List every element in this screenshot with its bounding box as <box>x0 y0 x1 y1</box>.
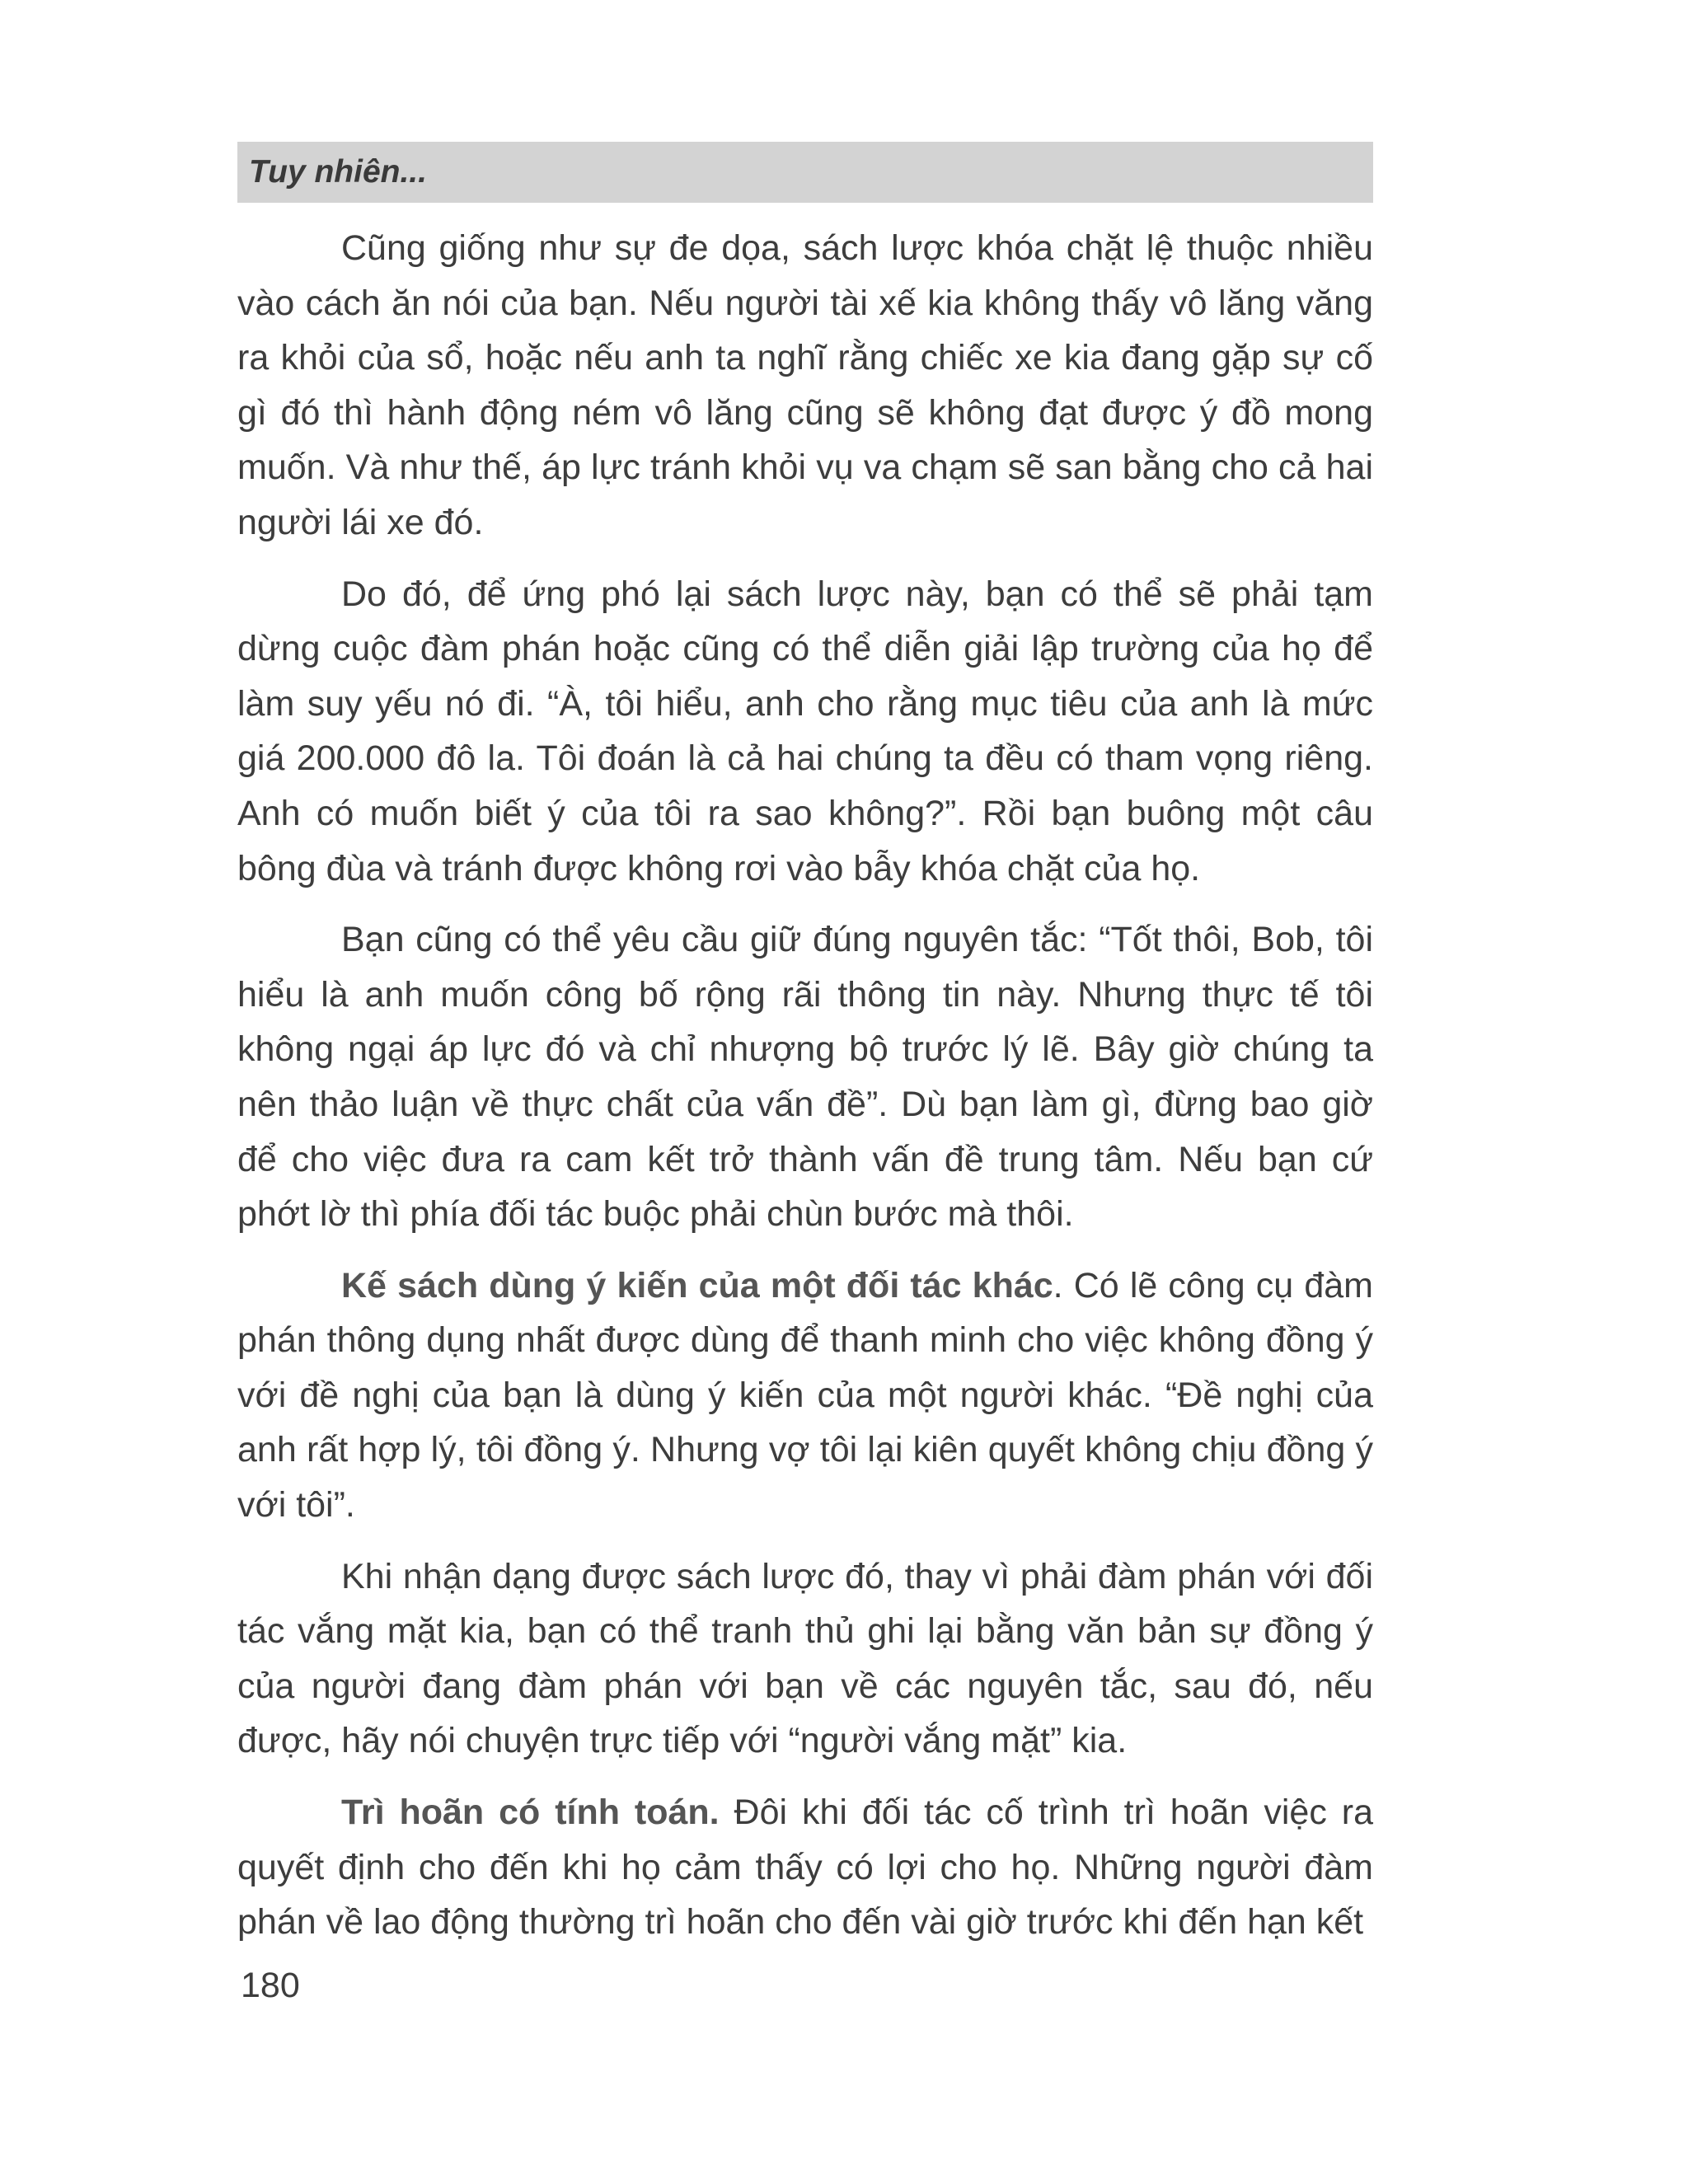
paragraph-text: Bạn cũng có thể yêu cầu giữ đúng nguyên tắc: “Tốt thôi, Bob, tôi hiểu là anh muốn công bố rộng rãi thông tin này. Nhưng thực tế tôi không ngại áp lực đó và chỉ nhượng bộ trước lý lẽ. Bây giờ chúng ta nên thảo luận về thực chất của vấn đề”. Dù bạn làm gì, đừng bao giờ để cho việc đưa ra cam kết trở thành vấn đề trung tâm. Nếu bạn cứ phớt lờ thì phía đối tác buộc phải chùn bước mà thôi. <box>237 920 1373 1235</box>
paragraph-text: Khi nhận dạng được sách lược đó, thay vì phải đàm phán với đối tác vắng mặt kia, bạn có thể tranh thủ ghi lại bằng văn bản sự đồng ý của người đang đàm phán với bạn về các nguyên tắc, sau đó, nếu được, hãy nói chuyện trực tiếp với “người vắng mặt” kia. <box>237 1556 1373 1761</box>
paragraph-text: Đôi khi đối tác cố trình trì hoãn việc ra quyết định cho đến khi họ cảm thấy có lợi cho họ. Những người đàm phán về lao động thường trì hoãn cho đến vài giờ trước khi đến hạn kết <box>237 1793 1373 1943</box>
paragraph-2 <box>237 567 1373 897</box>
section-header <box>237 142 1373 203</box>
paragraph-lead: Kế sách dùng ý kiến của một đối tác khác <box>341 1265 1053 1305</box>
section-title: Tuy nhiên... <box>249 154 427 190</box>
paragraph-text: . Có lẽ công cụ đàm phán thông dụng nhất được dùng để thanh minh cho việc không đồng ý với đề nghị của bạn là dùng ý kiến của một người khác. “Đề nghị của anh rất hợp lý, tôi đồng ý. Nhưng vợ tôi lại kiên quyết không chịu đồng ý với tôi”. <box>237 1265 1373 1526</box>
paragraph-5 <box>237 1549 1373 1769</box>
paragraph-6 <box>237 1785 1373 1950</box>
page-number: 180 <box>241 1966 300 2005</box>
paragraph-4 <box>237 1258 1373 1533</box>
paragraph-text: Do đó, để ứng phó lại sách lược này, bạn có thể sẽ phải tạm dừng cuộc đàm phán hoặc cũng có thể diễn giải lập trường của họ để làm suy yếu nó đi. “À, tôi hiểu, anh cho rằng mục tiêu của anh là mức giá 200.000 đô la. Tôi đoán là cả hai chúng ta đều có tham vọng riêng. Anh có muốn biết ý của tôi ra sao không?”. Rồi bạn buông một câu bông đùa và tránh được không rơi vào bẫy khóa chặt của họ. <box>237 574 1373 888</box>
paragraph-3 <box>237 912 1373 1242</box>
body-text <box>237 221 1373 1966</box>
paragraph-1 <box>237 221 1373 551</box>
paragraph-text: Cũng giống như sự đe dọa, sách lược khóa chặt lệ thuộc nhiều vào cách ăn nói của bạn. Nếu người tài xế kia không thấy vô lăng văng ra khỏi của sổ, hoặc nếu anh ta nghĩ rằng chiếc xe kia đang gặp sự cố gì đó thì hành động ném vô lăng cũng sẽ không đạt được ý đồ mong muốn. Và như thế, áp lực tránh khỏi vụ va chạm sẽ san bằng cho cả hai người lái xe đó. <box>237 228 1373 542</box>
paragraph-lead: Trì hoãn có tính toán. <box>341 1793 720 1833</box>
